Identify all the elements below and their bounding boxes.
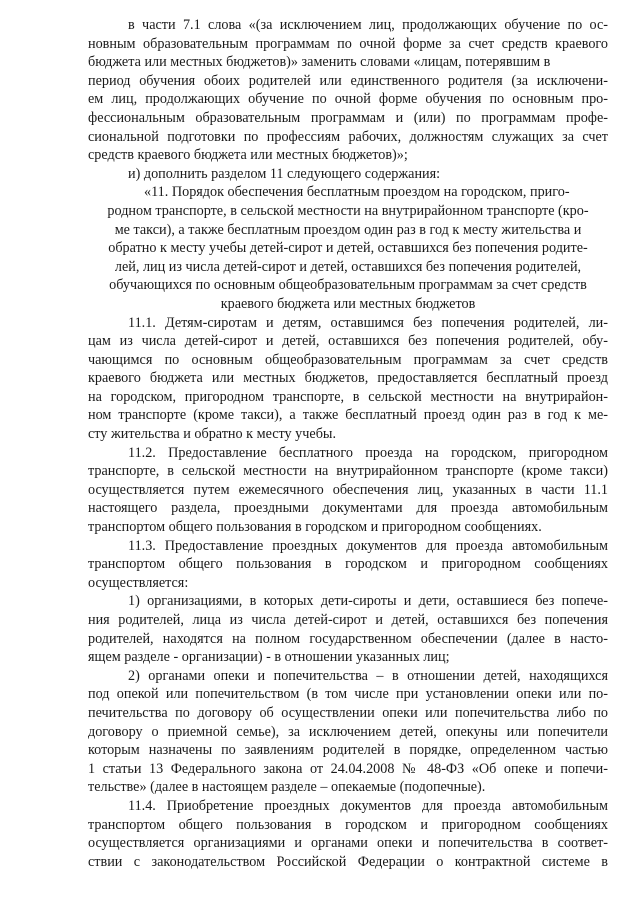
document-line: и) дополнить разделом 11 следующего содержания: [128, 165, 441, 182]
document-line: 11.3. Предоставление проездных документов для проезда автомобильным [128, 537, 608, 554]
document-line: договору о приемной семье), за исключением детей, опекуны или попечители [88, 723, 608, 740]
document-page [88, 16, 608, 871]
document-line: цам из числа детей-сирот и детей, оставшихся без попечения родителей, обу- [88, 333, 608, 350]
document-line: 2) органами опеки и попечительства – в отношении детей, находящихся [128, 667, 608, 684]
document-line: краевого бюджета или местных бюджетов [220, 295, 476, 312]
document-line: сту жительства и обратно к месту учебы. [88, 426, 336, 443]
document-line: ящем разделе - организации) - в отношении указанных лиц; [88, 649, 450, 666]
document-line: фессиональным образовательным программам и (или) по программам профе- [88, 109, 608, 126]
document-line: осуществляется: [88, 574, 189, 591]
document-line: настоящего раздела, проездными документами для проезда автомобильным [88, 500, 608, 517]
document-line: период обучения обоих родителей или единственного родителя (за исключени- [88, 72, 608, 89]
document-line: транспорте, в сельской местности на внутрирайонном транспорте (кроме такси) [88, 463, 608, 480]
document-line: ния родителей, лица из числа детей-сирот и детей, оставшихся без попечения [88, 612, 608, 628]
document-line: средств краевого бюджета или местных бюджетов)»; [88, 147, 408, 164]
document-line: 1 статьи 13 Федерального закона от 24.04.2008 № 48-ФЗ «Об опеке и попечи- [88, 760, 608, 777]
document-line: в части 7.1 слова «(за исключением лиц, продолжающих обучение по ос- [128, 17, 608, 33]
document-line: новным образовательным программам по очной форме за счет средств краевого [88, 35, 608, 52]
document-line: лей, лиц из числа детей-сирот и детей, оставшихся без попечения родителей, [114, 258, 582, 275]
document-line: осуществляется организациями и органами опеки и попечительства в соответ- [88, 835, 608, 852]
document-line: транспортом общего пользования в городском и пригородном сообщениях [88, 816, 608, 833]
document-line: тельстве» (далее в настоящем разделе – опекаемые (подопечные). [88, 779, 486, 796]
document-line: которым назначены по заявлениям родителей в порядке, определенном частью [88, 742, 608, 759]
document-line: бюджета или местных бюджетов)» заменить словами «лицам, потерявшим в [88, 54, 551, 71]
document-line: «11. Порядок обеспечения бесплатным проездом на городском, приго- [144, 184, 570, 201]
document-line: чающимся по основным общеобразовательным программам за счет средств [88, 351, 608, 368]
document-line: 11.1. Детям-сиротам и детям, оставшимся без попечения родителей, ли- [128, 314, 608, 331]
document-line: 1) организациями, в которых дети-сироты и дети, оставшиеся без попече- [128, 593, 608, 610]
document-line: транспортом общего пользования в городском и пригородном сообщениях. [88, 519, 542, 536]
document-line: на городском, пригородном транспорте, в сельской местности на внутрирайон- [88, 388, 608, 405]
document-line: печительства по договору об осуществлении опеки или попечительства либо по [88, 704, 608, 721]
document-line: ем лиц, продолжающих обучение по очной форме обучения по основным про- [88, 91, 608, 108]
document-line: сиональной подготовки по профессиям рабочих, должностям служащих за счет [88, 128, 608, 145]
document-line: 11.2. Предоставление бесплатного проезда на городском, пригородном [128, 444, 608, 461]
document-line: обратно к месту учебы детей-сирот и детей, оставшихся без попечения родите- [108, 240, 588, 257]
document-line: транспортом общего пользования в городском и пригородном сообщениях [88, 556, 608, 573]
document-line: под опекой или попечительством (в том числе при установлении опеки или по- [88, 686, 608, 703]
document-line: ном транспорте (кроме такси), а также бесплатный проезд один раз в год к ме- [88, 407, 608, 424]
document-line: осуществляется путем ежемесячного обеспечения лиц, указанных в части 11.1 [88, 481, 608, 498]
document-line: родителей, находятся на полном государственном обеспечении (далее в насто- [88, 630, 608, 647]
document-line: обучающихся по основным общеобразовательным программам за счет средств [109, 277, 587, 294]
document-line: ме такси), а также бесплатным проездом один раз в год к месту жительства и [114, 221, 582, 238]
document-line: 11.4. Приобретение проездных документов для проезда автомобильным [128, 797, 608, 814]
document-line: ствии с законодательством Российской Федерации о контрактной системе в [88, 853, 608, 870]
document-line: краевого бюджета или местных бюджетов, предоставляется бесплатный проезд [88, 370, 608, 387]
document-line: родном транспорте, в сельской местности на внутрирайонном транспорте (кро- [107, 202, 589, 219]
